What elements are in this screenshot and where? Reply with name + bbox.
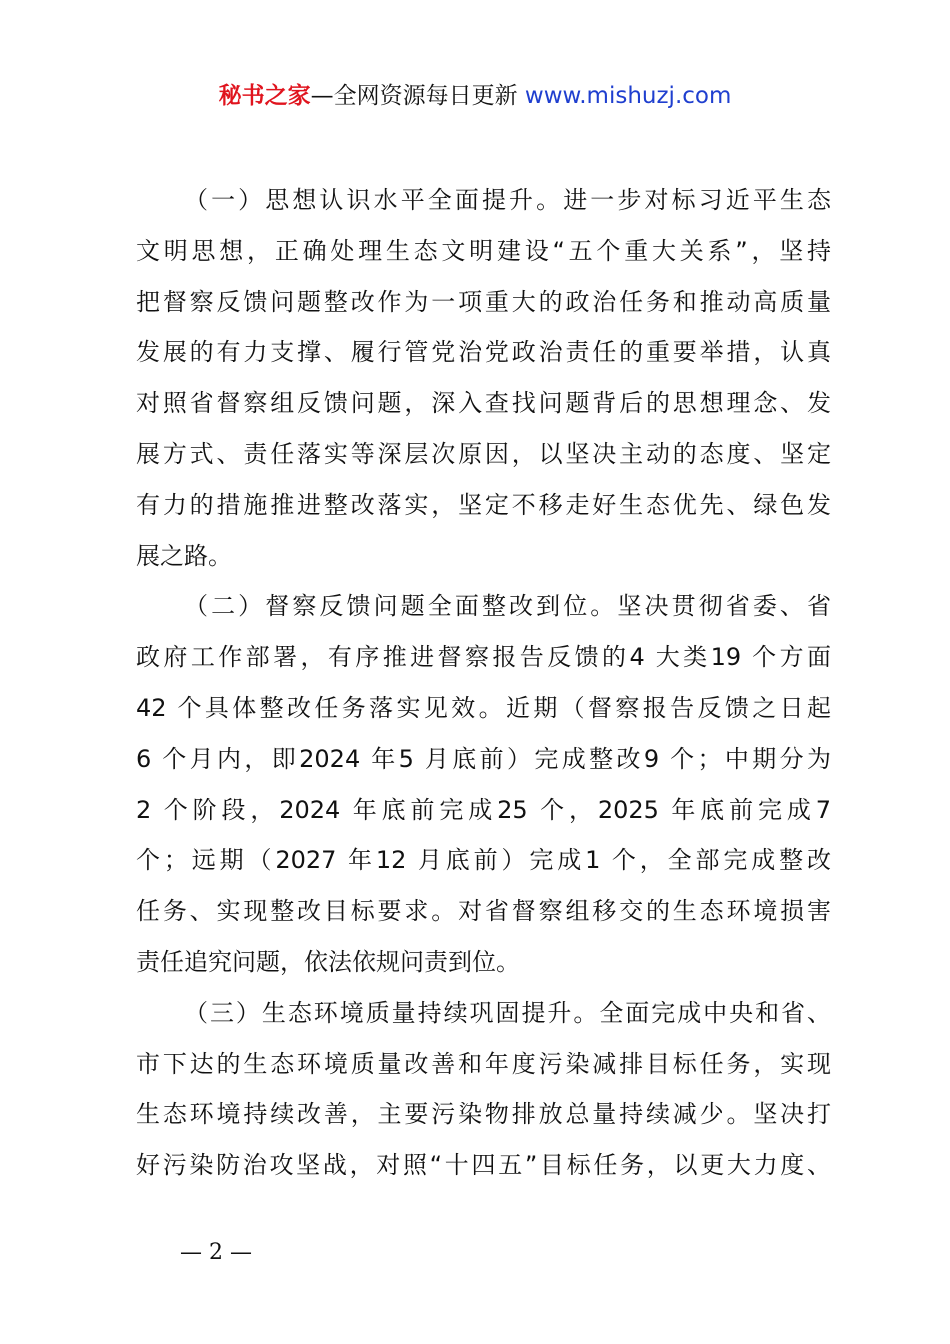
text-line: 责任追究问题，依法依规问责到位。: [136, 947, 520, 976]
brand-name: 秘书之家: [218, 83, 311, 109]
text-line: 6 个月内，即2024 年5 月底前）完成整改9 个；中期分为: [136, 744, 831, 773]
text-line: 把督察反馈问题整改作为一项重大的政治任务和推动高质量: [136, 287, 831, 316]
paragraph-1: [136, 175, 831, 581]
text-line: （一）思想认识水平全面提升。进一步对标习近平生态: [184, 186, 831, 214]
text-line: 个；远期（2027 年12 月底前）完成1 个，全部完成整改: [136, 846, 831, 875]
paragraph-3: [136, 988, 831, 1191]
site-header: [0, 80, 950, 112]
header-slogan: —全网资源每日更新: [310, 83, 518, 109]
text-line: 发展的有力支撑、履行管党治党政治责任的重要举措，认真: [136, 338, 831, 367]
text-line: 对照省督察组反馈问题，深入查找问题背后的思想理念、发: [136, 389, 831, 418]
text-line: 市下达的生态环境质量改善和年度污染减排目标任务，实现: [136, 1049, 831, 1078]
text-line: 展方式、责任落实等深层次原因，以坚决主动的态度、坚定: [136, 439, 831, 468]
text-line: 政府工作部署，有序推进督察报告反馈的4 大类19 个方面: [136, 643, 831, 672]
text-line: （三）生态环境质量持续巩固提升。全面完成中央和省、: [184, 998, 831, 1027]
text-line: 展之路。: [136, 541, 232, 570]
text-line: 2 个阶段，2024 年底前完成25 个，2025 年底前完成7: [136, 795, 831, 824]
text-line: 有力的措施推进整改落实，坚定不移走好生态优先、绿色发: [136, 490, 831, 519]
text-line: 生态环境持续改善，主要污染物排放总量持续减少。坚决打: [136, 1100, 831, 1129]
text-line: （二）督察反馈问题全面整改到位。坚决贯彻省委、省: [184, 592, 831, 621]
text-line: 42 个具体整改任务落实见效。近期（督察报告反馈之日起: [136, 693, 831, 722]
text-line: 文明思想，正确处理生态文明建设“五个重大关系”，坚持: [136, 236, 831, 265]
paragraph-2: [136, 581, 831, 987]
document-body: [136, 175, 831, 1191]
text-line: 任务、实现整改目标要求。对省督察组移交的生态环境损害: [136, 897, 831, 926]
text-line: 好污染防治攻坚战，对照“十四五”目标任务，以更大力度、: [136, 1151, 831, 1180]
page-number: — 2 —: [180, 1240, 252, 1265]
site-url-link[interactable]: www.mishuzj.com: [524, 83, 732, 109]
